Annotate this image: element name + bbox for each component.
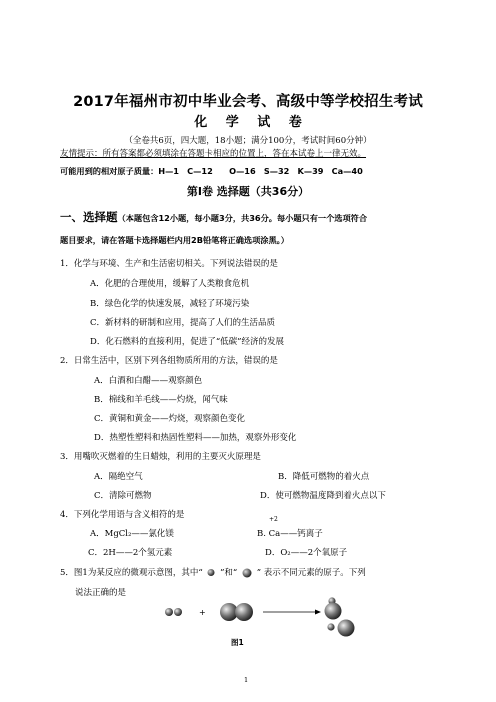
question-2-option-c: C．黄铜和黄金——灼烧，观察颜色变化 xyxy=(94,414,246,424)
small-atom-icon xyxy=(205,568,217,577)
product-large-atom-1 xyxy=(325,603,342,620)
question-2-option-b: B．棉线和羊毛线——灼烧，闻气味 xyxy=(94,395,228,405)
question-3-option-c: C．清除可燃物 xyxy=(94,491,152,501)
product-molecule-1 xyxy=(325,597,342,619)
question-1-stem: 1．化学与环境、生产和生活密切相关。下列说法错误的是 xyxy=(60,259,278,269)
small-atom-1 xyxy=(165,608,173,616)
question-4-option-c: C．2H——2个氢元素 xyxy=(88,548,173,558)
question-4-option-a: A．MgCl₂——氯化镁 xyxy=(90,529,174,539)
question-5-stem-line2: 说法正确的是 xyxy=(75,588,127,598)
exam-meta: （全卷共6页，四大题，18小题；满分100分，考试时间60分钟） xyxy=(124,136,372,146)
question-5-stem-part2: ”和“ xyxy=(220,568,238,578)
part-title: 第Ⅰ卷 选择题（共36分） xyxy=(186,185,310,198)
section-desc-line1: （本题包含12小题，每小题3分，共36分。每小题只有一个选项符合 xyxy=(117,213,368,223)
question-5-stem-part3: ” 表示不同元素的原子。下列 xyxy=(256,568,366,578)
question-5-stem xyxy=(60,566,366,578)
question-3-option-b: B．降低可燃物的着火点 xyxy=(278,472,370,482)
section-heading xyxy=(60,209,367,225)
product-large-atom-2 xyxy=(338,620,355,637)
reactant-small-molecule xyxy=(165,608,182,616)
question-4-option-d: D．O₂——2个氧原子 xyxy=(265,548,348,558)
question-1-option-d: D．化石燃料的直接利用，促进了“低碳”经济的发展 xyxy=(90,337,285,347)
question-1-option-c: C．新材料的研制和应用，提高了人们的生活品质 xyxy=(90,318,276,328)
question-1-option-a: A．化肥的合理使用，缓解了人类粮食危机 xyxy=(90,279,250,289)
question-3-option-d: D．使可燃物温度降到着火点以下 xyxy=(260,491,386,501)
question-4-option-b: B. Ca——钙离子 xyxy=(257,529,323,539)
exam-title: 2017年福州市初中毕业会考、高级中等学校招生考试 xyxy=(73,94,423,110)
large-atom-2 xyxy=(235,603,253,621)
page-number: 1 xyxy=(244,676,249,684)
product-molecule-2 xyxy=(327,620,354,637)
atomic-masses: 可能用到的相对原子质量：H—1 C—12 O—16 S—32 K—39 Ca—40 xyxy=(60,166,363,176)
question-3-option-a: A．隔绝空气 xyxy=(94,472,143,482)
question-2-stem: 2．日常生活中，区别下列各组物质所用的方法，错误的是 xyxy=(60,356,278,366)
figure-1-label: 图1 xyxy=(231,638,244,647)
product-small-atom-2 xyxy=(327,623,334,630)
question-2-option-a: A．白酒和白醋——观察颜色 xyxy=(94,376,203,386)
friendly-tip: 友情提示：所有答案都必须填涂在答题卡相应的位置上，答在本试卷上一律无效。 xyxy=(60,149,367,159)
plus-sign: + xyxy=(199,608,206,617)
section-desc-line2: 题目要求，请在答题卡选择题栏内用2B铅笔将正确选项涂黑。） xyxy=(60,235,289,245)
question-3-stem: 3．用嘴吹灭燃着的生日蜡烛，利用的主要灭火原理是 xyxy=(60,452,261,462)
exam-subject: 化 学 试 卷 xyxy=(194,115,302,130)
question-5-stem-part1: 5．图1为某反应的微观示意图，其中“ xyxy=(60,568,203,578)
section-label: 一、选择题 xyxy=(60,210,118,224)
reactant-large-molecule xyxy=(220,603,253,621)
reaction-diagram xyxy=(150,590,370,640)
reaction-arrow xyxy=(263,610,321,615)
question-1-option-b: B．绿色化学的快速发展，减轻了环境污染 xyxy=(90,299,250,309)
large-atom-icon xyxy=(240,568,254,578)
question-4-stem: 4．下列化学用语与含义相符的是 xyxy=(60,510,185,520)
charge-superscript: +2 xyxy=(269,516,278,523)
small-atom-2 xyxy=(174,608,182,616)
question-2-option-d: D．热塑性塑料和热固性塑料——加热，观察外形变化 xyxy=(94,433,297,443)
